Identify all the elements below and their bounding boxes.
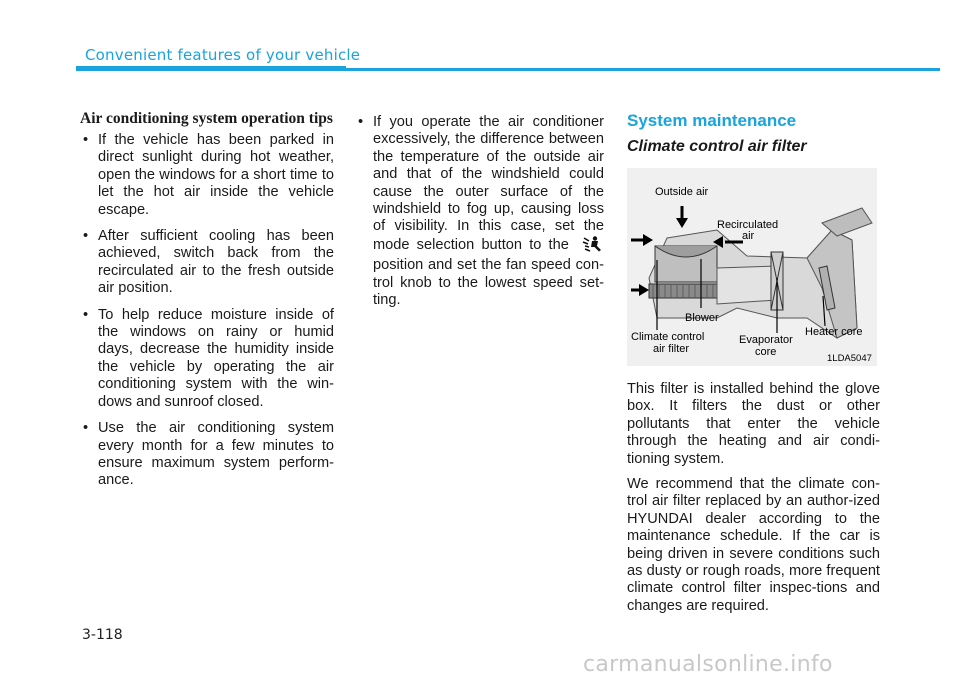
list-item: • If you operate the air conditioner excessively, the difference between the temperature of the outside air and that of the windshield could cause the outer surface of the windshield to fog up, causing loss of visibility. In this case, set the mode selection button to the position and set the fan speed con-trol knob to the lowest speed set-ting. [358,114,604,309]
label-climate-control: Climate control [631,331,705,343]
label-air-filter: air filter [653,343,690,355]
list-item: • If the vehicle has been parked in direct sunlight during hot weather, open the windows for a short time to let the hot air inside the vehicle escape. [83,132,334,218]
label-recirculated: Recirculated [717,219,779,231]
tips-heading: Air conditioning system operation tips [80,110,333,127]
hvac-illustration [627,168,877,366]
subsection-title: Climate control air filter [627,138,807,155]
figure-code: 1LDA5047 [827,353,872,364]
watermark: carmanualsonline.info [583,652,833,677]
left-column [80,110,334,499]
label-outside-air: Outside air [655,186,709,198]
floor-defrost-mode-icon [582,236,604,257]
section-header-title: Convenient features of your vehicle [85,46,361,64]
list-item: • To help reduce moisture inside of the windows on rainy or humid days, decrease the humidity inside the vehicle by operating the air conditioning system with the win-dows and sunroof closed. [83,306,334,410]
filter-paragraph-2: We recommend that the climate con-trol air filter replaced by an author-ized HYUNDAI dealer according to the maintenance schedule. If the car is being driven in severe conditions such as dusty or rough roads, more frequent climate control filter inspec-tions and changes are required. [627,476,880,614]
section-title: System maintenance [627,111,797,130]
header-rule [76,68,940,71]
tips-list [80,132,334,490]
label-recirculated-air: air [742,230,755,242]
right-column [627,110,880,623]
air-filter-diagram [627,168,877,366]
label-evaporator-core: core [755,346,777,358]
label-heater-core: Heater core [805,326,863,338]
list-item: • Use the air conditioning system every month for a few minutes to ensure maximum system perform-ance. [83,420,334,489]
page-number: 3-118 [82,627,123,643]
filter-paragraph-1: This filter is installed behind the glove box. It filters the dust or other pollutants that enter the vehicle through the heating and air condi-tioning system. [627,381,880,467]
middle-column [355,114,604,318]
label-evaporator: Evaporator [739,334,793,346]
label-blower: Blower [685,312,719,324]
list-item: • After sufficient cooling has been achieved, switch back from the recirculated air to the fresh outside air position. [83,228,334,297]
